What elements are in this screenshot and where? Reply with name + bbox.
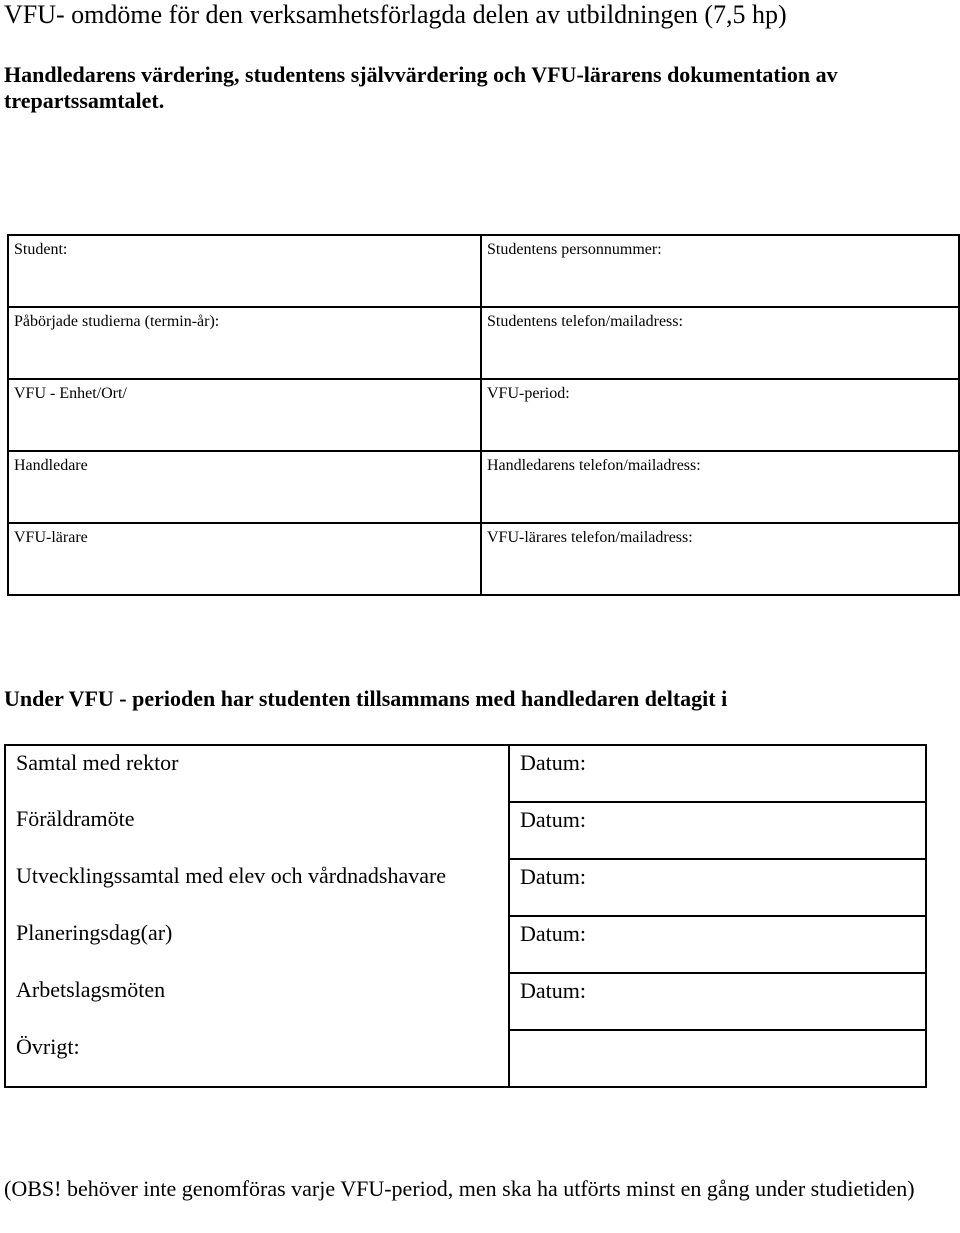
vfu-teacher-field[interactable]: VFU-lärare: [8, 523, 481, 595]
supervisor-field[interactable]: Handledare: [8, 451, 481, 523]
student-info-table: [7, 234, 960, 596]
info-row: [8, 451, 959, 523]
activity-row: [5, 1030, 926, 1087]
activity-date-field[interactable]: Datum:: [509, 802, 926, 859]
activities-table: [4, 744, 927, 1088]
activity-date-field[interactable]: Datum:: [509, 745, 926, 802]
page-title: VFU- omdöme för den verksamhetsförlagda delen av utbildningen (7,5 hp): [4, 0, 787, 29]
activity-label: Föräldramöte: [5, 802, 509, 859]
vfu-teacher-contact-field[interactable]: VFU-lärares telefon/mailadress:: [481, 523, 959, 595]
activity-row: [5, 745, 926, 802]
student-name-field[interactable]: Student:: [8, 235, 481, 307]
activity-other-label: Övrigt:: [5, 1030, 509, 1087]
activity-row: [5, 916, 926, 973]
activity-label: Utvecklingssamtal med elev och vårdnadshavare: [5, 859, 509, 916]
footnote: (OBS! behöver inte genomföras varje VFU-period, men ska ha utförts minst en gång under studietiden): [4, 1176, 915, 1201]
student-contact-field[interactable]: Studentens telefon/mailadress:: [481, 307, 959, 379]
activity-other-field[interactable]: [509, 1030, 926, 1087]
activity-date-field[interactable]: Datum:: [509, 916, 926, 973]
activity-date-field[interactable]: Datum:: [509, 859, 926, 916]
info-row: [8, 379, 959, 451]
activity-row: [5, 973, 926, 1030]
info-row: [8, 235, 959, 307]
student-personal-number-field[interactable]: Studentens personnummer:: [481, 235, 959, 307]
activity-row: [5, 859, 926, 916]
vfu-period-field[interactable]: VFU-period:: [481, 379, 959, 451]
info-row: [8, 523, 959, 595]
activities-heading: Under VFU - perioden har studenten tillsammans med handledaren deltagit i: [4, 686, 728, 711]
study-start-field[interactable]: Påbörjade studierna (termin-år):: [8, 307, 481, 379]
info-row: [8, 307, 959, 379]
vfu-unit-field[interactable]: VFU - Enhet/Ort/: [8, 379, 481, 451]
activity-label: Arbetslagsmöten: [5, 973, 509, 1030]
activity-row: [5, 802, 926, 859]
activity-label: Planeringsdag(ar): [5, 916, 509, 973]
page-subtitle: Handledarens värdering, studentens självvärdering och VFU-lärarens dokumentation av trepartssamtalet.: [4, 62, 838, 113]
activity-date-field[interactable]: Datum:: [509, 973, 926, 1030]
activity-label: Samtal med rektor: [5, 745, 509, 802]
supervisor-contact-field[interactable]: Handledarens telefon/mailadress:: [481, 451, 959, 523]
